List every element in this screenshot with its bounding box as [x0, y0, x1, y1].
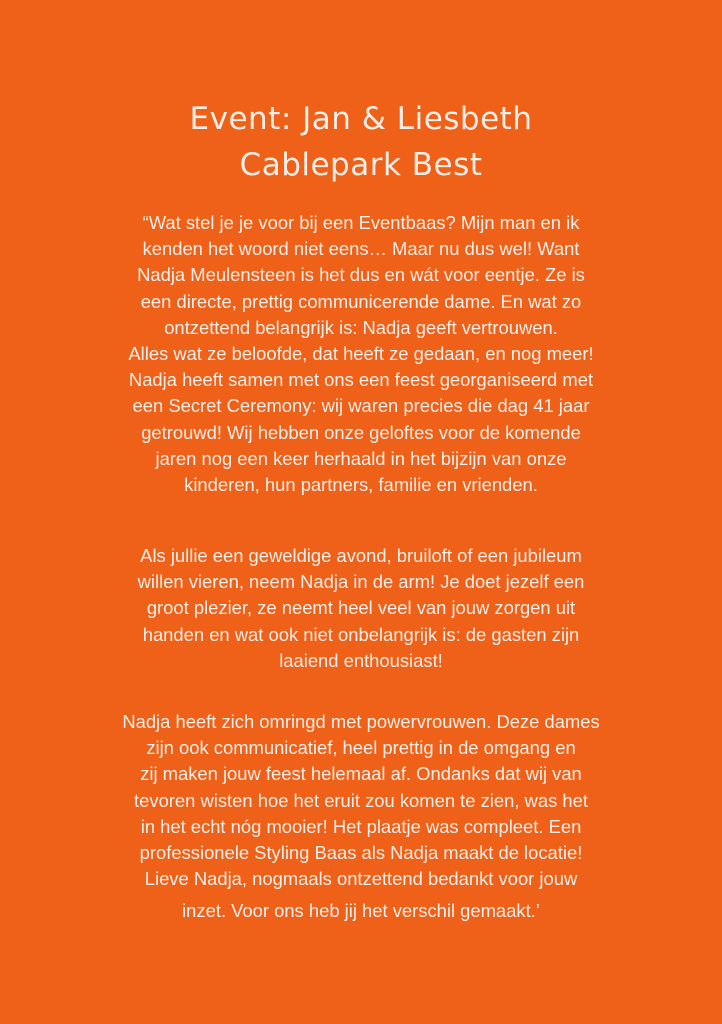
paragraph-line: zijn ook communicatief, heel prettig in de omgang en — [146, 737, 576, 759]
testimonial-paragraph-2 — [40, 543, 682, 674]
testimonial-paragraph-1 — [40, 210, 682, 498]
testimonial-paragraph-3 — [40, 709, 682, 925]
page-title-line-2: Cablepark Best — [239, 147, 483, 183]
paragraph-line: ontzettend belangrijk is: Nadja geeft vertrouwen. — [164, 316, 558, 338]
paragraph-line: professionele Styling Baas als Nadja maakt de locatie! — [139, 842, 583, 864]
paragraph-line: in het echt nóg mooier! Het plaatje was compleet. Een — [140, 815, 582, 837]
paragraph-line: inzet. Voor ons heb jij het verschil gemaakt.’ — [182, 900, 540, 922]
paragraph-line: willen vieren, neem Nadja in de arm! Je doet jezelf een — [137, 571, 585, 593]
paragraph-line: handen en wat ook niet onbelangrijk is: de gasten zijn — [142, 623, 580, 645]
paragraph-line: jaren nog een keer herhaald in het bijzijn van onze — [155, 447, 567, 469]
paragraph-line: Nadja heeft samen met ons een feest georganiseerd met — [128, 369, 594, 391]
paragraph-line: Alles wat ze beloofde, dat heeft ze gedaan, en nog meer! — [128, 343, 594, 365]
paragraph-line: zij maken jouw feest helemaal af. Ondanks dat wij van — [140, 763, 582, 785]
page-title-line-1: Event: Jan & Liesbeth — [189, 101, 533, 137]
paragraph-line: Nadja Meulensteen is het dus en wát voor eentje. Ze is — [137, 264, 585, 286]
paragraph-line: “Wat stel je je voor bij een Eventbaas? Mijn man en ik — [142, 212, 580, 233]
paragraph-line: Als jullie een geweldige avond, bruiloft of een jubileum — [140, 545, 582, 566]
paragraph-line: kinderen, hun partners, familie en vrienden. — [184, 474, 538, 496]
paragraph-line: kenden het woord niet eens… Maar nu dus wel! Want — [142, 238, 580, 260]
paragraph-line: Nadja heeft zich omringd met powervrouwen. Deze dames — [122, 711, 600, 732]
paragraph-line: groot plezier, ze neemt heel veel van jouw zorgen uit — [146, 597, 576, 619]
paragraph-line: een directe, prettig communicerende dame. En wat zo — [140, 290, 582, 312]
paragraph-line: Lieve Nadja, nogmaals ontzettend bedankt voor jouw — [144, 868, 578, 890]
paragraph-line: laaiend enthousiast! — [279, 649, 443, 671]
paragraph-line: een Secret Ceremony: wij waren precies die dag 41 jaar — [132, 395, 590, 417]
paragraph-line: tevoren wisten hoe het eruit zou komen te zien, was het — [134, 789, 588, 811]
paragraph-line: getrouwd! Wij hebben onze geloftes voor de komende — [141, 421, 581, 443]
